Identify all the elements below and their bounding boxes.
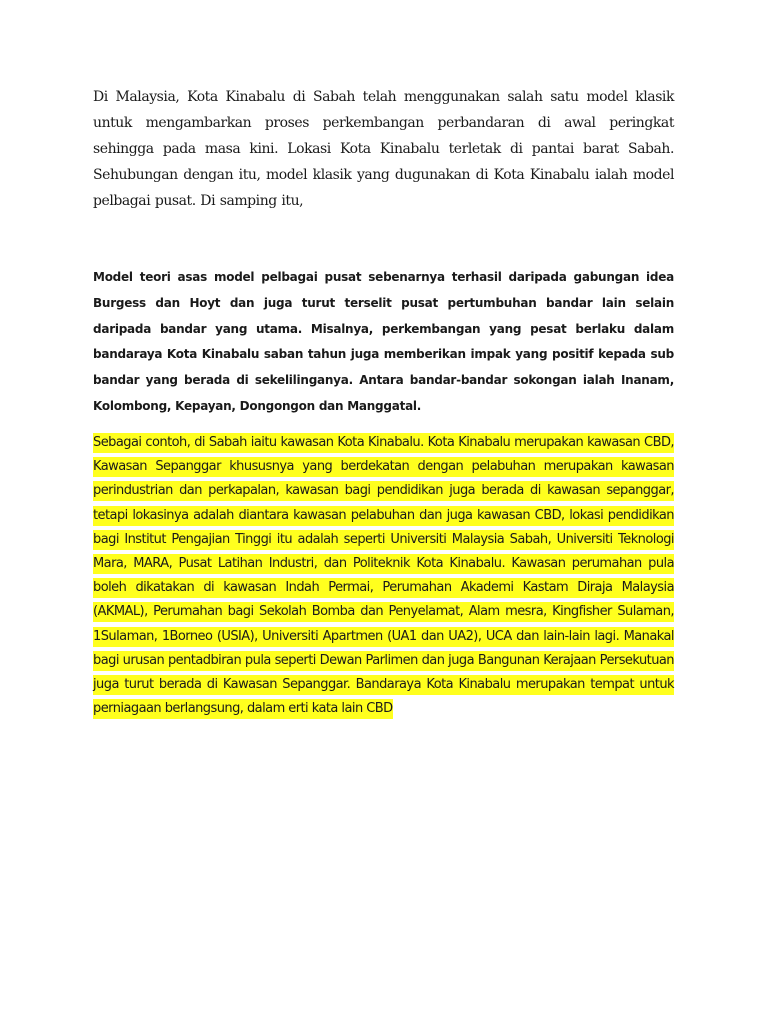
paragraph-model-theory: Model teori asas model pelbagai pusat sebenarnya terhasil daripada gabungan idea Burgess dan Hoyt dan juga turut terselit pusat pertumbuhan bandar lain selain daripada bandar yang utama. Misalnya, perkembangan yang pesat berlaku dalam bandaraya Kota Kinabalu saban tahun juga memberikan impak yang positif kepada sub bandar yang berada di sekelilinganya. Antara bandar-bandar sokongan ialah Inanam, Kolombong, Kepayan, Dongongon dan Manggatal. bbox=[93, 270, 674, 413]
highlighted-text: Sebagai contoh, di Sabah iaitu kawasan Kota Kinabalu. Kota Kinabalu merupakan kawasan CBD, Kawasan Sepanggar khususnya yang berdekatan dengan pelabuhan merupakan kawasan perindustrian dan perkapalan, kawasan bagi pendidikan juga berada di kawasan sepanggar, tetapi lokasinya adalah diantara kawasan pelabuhan dan juga kawasan CBD, lokasi pendidikan bagi Institut Pengajian Tinggi itu adalah seperti Universiti Malaysia Sabah, Universiti Teknologi Mara, MARA, Pusat Latihan Industri, dan Politeknik Kota Kinabalu. Kawasan perumahan pula boleh dikatakan di kawasan Indah Permai, Perumahan Akademi Kastam Diraja Malaysia (AKMAL), Perumahan bagi Sekolah Bomba dan Penyelamat, Alam mesra, Kingfisher Sulaman, 1Sulaman, 1Borneo (USIA), Universiti Apartmen (UA1 dan UA2), UCA dan lain-lain lagi. Manakal bagi urusan pentadbiran pula seperti Dewan Parlimen dan juga Bangunan Kerajaan Persekutuan juga turut berada di Kawasan Sepanggar. Bandaraya Kota Kinabalu merupakan tempat untuk perniagaan berlangsung, dalam erti kata lain CBD bbox=[93, 433, 674, 719]
paragraph-introduction: Di Malaysia, Kota Kinabalu di Sabah telah menggunakan salah satu model klasik untuk mengambarkan proses perkembangan perbandaran di awal peringkat sehingga pada masa kini. Lokasi Kota Kinabalu terletak di pantai barat Sabah. Sehubungan dengan itu, model klasik yang dugunakan di Kota Kinabalu ialah model pelbagai pusat. Di samping itu, bbox=[93, 89, 674, 209]
paragraph-highlighted-example bbox=[93, 431, 674, 721]
